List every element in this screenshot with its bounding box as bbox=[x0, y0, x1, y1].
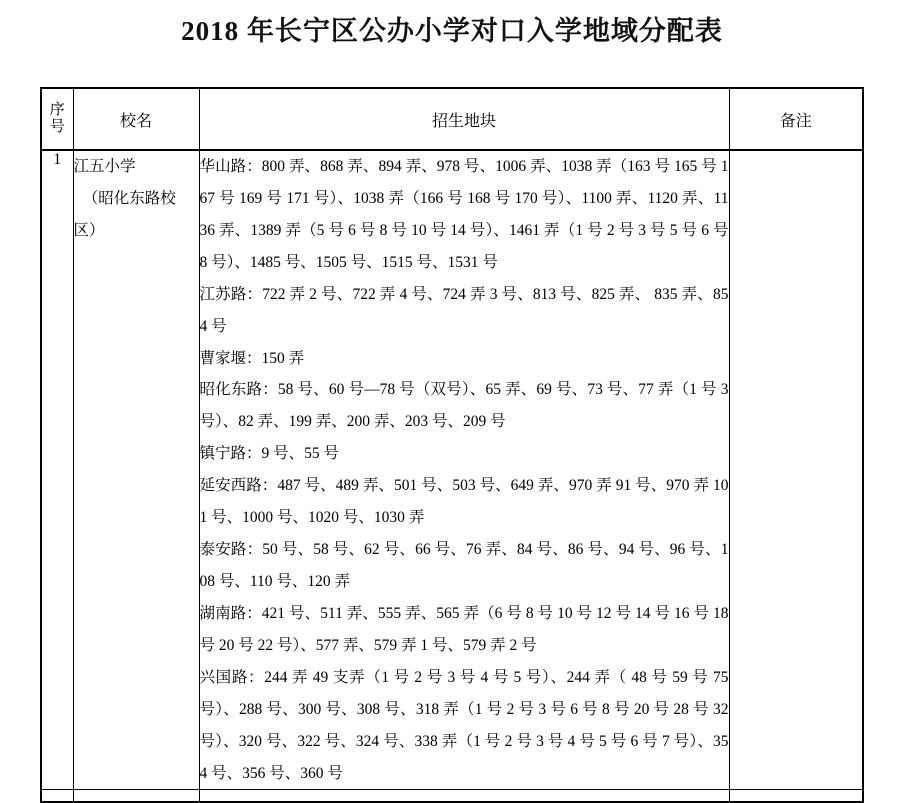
column-header-note: 备注 bbox=[729, 88, 863, 150]
partial-block-text bbox=[205, 790, 725, 801]
block-entry-caojiayan: 曹家堰：150 弄 bbox=[199, 349, 305, 367]
column-header-block: 招生地块 bbox=[199, 88, 729, 150]
table-row bbox=[41, 150, 863, 790]
block-entry-huashan-road: 华山路：800 弄、868 弄、894 弄、978 号、1006 弄、1038 弄（163 号 165 号 167 号 169 号 171 号）、1038 弄（166 号 168 号 170 号）、1100 弄、1120 弄、1136 弄、1389 弄（5 号 6 号 8 号 10 号 14 号）、1461 弄（1 号 2 号 3 号 5 号 6 号 8 号）、1485 号、1505 号、1515 号、1531 号 bbox=[199, 158, 729, 271]
row-note bbox=[729, 150, 863, 790]
partial-row-enrollment-blocks bbox=[199, 790, 729, 803]
partial-row-school-name bbox=[73, 790, 199, 803]
school-name-line-2: （昭化东路校 bbox=[82, 189, 176, 207]
column-header-school: 校名 bbox=[73, 88, 199, 150]
column-header-sequence bbox=[41, 88, 73, 150]
block-entry-zhenning-road: 镇宁路：9 号、55 号 bbox=[199, 445, 340, 463]
block-entry-zhaohua-east-road: 昭化东路：58 号、60 号—78 号（双号）、65 弄、69 号、73 号、77 弄（1 号 3 号）、82 弄、199 弄、200 弄、203 号、209 号 bbox=[199, 381, 729, 431]
row-school-name bbox=[73, 150, 199, 790]
partial-row-sequence-number bbox=[41, 790, 73, 803]
table-row-partial bbox=[41, 790, 863, 803]
school-name-line-3: 区） bbox=[73, 221, 105, 239]
table-header-row bbox=[41, 88, 863, 150]
allocation-table bbox=[40, 87, 864, 803]
allocation-table-container bbox=[40, 87, 862, 803]
row-sequence-number: 1 bbox=[41, 150, 73, 790]
partial-note-text bbox=[735, 790, 859, 801]
block-entry-hunan-road: 湖南路：421 号、511 弄、555 弄、565 弄（6 号 8 号 10 号 12 号 14 号 16 号 18 号 20 号 22 号）、577 弄、579 弄 1 号、579 弄 2 号 bbox=[199, 604, 729, 654]
partial-school-text bbox=[79, 790, 195, 801]
block-entry-jiangsu-road: 江苏路：722 弄 2 号、722 弄 4 号、724 弄 3 号、813 号、825 弄、 835 弄、854 号 bbox=[199, 285, 729, 335]
partial-sequence-text bbox=[47, 790, 69, 801]
school-name-line-1: 江五小学 bbox=[73, 158, 136, 175]
column-header-sequence-line2: 号 bbox=[49, 119, 65, 135]
partial-row-note bbox=[729, 790, 863, 803]
block-entry-xingguo-road: 兴国路：244 弄 49 支弄（1 号 2 号 3 号 4 号 5 号）、244 弄（ 48 号 59 号 75 号）、288 号、300 号、308 号、318 弄（1 号 2 号 3 号 6 号 8 号 20 号 28 号 32 号）、320 号、322 号、324 号、338 弄（1 号 2 号 3 号 4 号 5 号 6 号 7 号）、354 号、356 号、360 号 bbox=[199, 668, 729, 782]
row-enrollment-blocks bbox=[199, 150, 729, 790]
block-entry-yanan-west-road: 延安西路：487 号、489 弄、501 号、503 号、649 弄、970 弄 91 号、970 弄 101 号、1000 号、1020 号、1030 弄 bbox=[199, 477, 729, 527]
page-title: 2018 年长宁区公办小学对口入学地域分配表 bbox=[181, 16, 723, 46]
block-entry-taian-road: 泰安路：50 号、58 号、62 号、66 号、76 弄、84 号、86 号、94 号、96 号、108 号、110 号、120 弄 bbox=[199, 541, 729, 590]
column-header-sequence-line1: 序 bbox=[49, 101, 65, 118]
